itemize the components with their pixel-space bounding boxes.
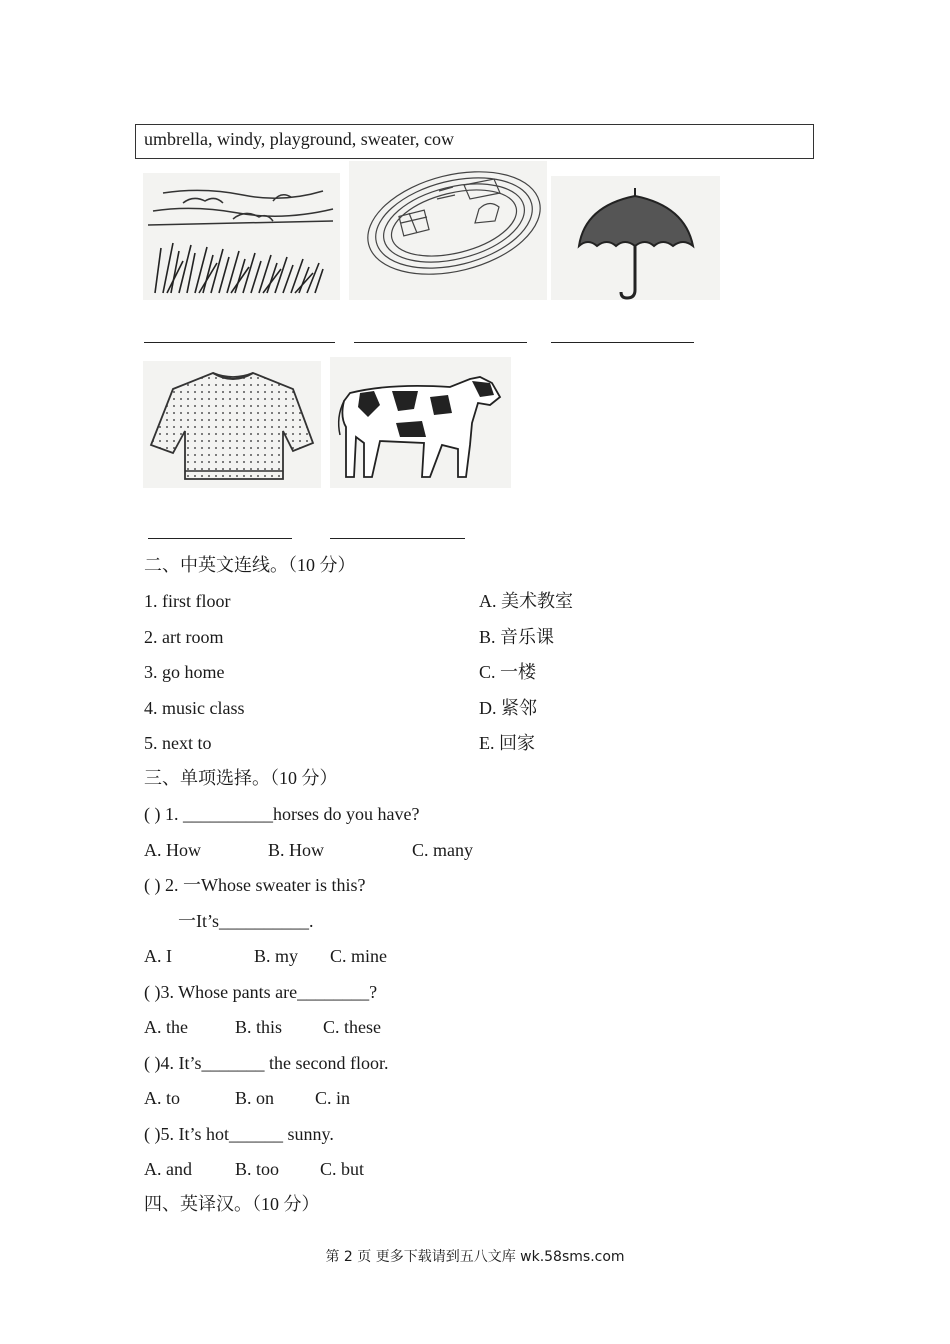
playground-track-icon bbox=[349, 161, 547, 300]
question-1-option-b[interactable]: B. How bbox=[268, 840, 325, 860]
match-left-2: 2. art room bbox=[144, 627, 224, 647]
question-3-option-b[interactable]: B. this bbox=[235, 1017, 283, 1037]
windy-picture bbox=[143, 173, 340, 300]
question-5-stem: ( )5. It’s hot______ sunny. bbox=[144, 1124, 334, 1144]
cow-picture bbox=[330, 357, 511, 488]
question-4-option-c[interactable]: C. in bbox=[315, 1088, 351, 1108]
section3-title: 三、单项选择。（10 分） bbox=[144, 768, 338, 788]
question-1-option-a[interactable]: A. How bbox=[144, 840, 201, 860]
question-2-stem: ( ) 2. 一Whose sweater is this? bbox=[144, 875, 366, 895]
match-left-4: 4. music class bbox=[144, 698, 245, 718]
match-right-b: B. 音乐课 bbox=[479, 627, 555, 647]
answer-line-3[interactable] bbox=[551, 342, 694, 343]
question-5-option-c[interactable]: C. but bbox=[320, 1159, 365, 1179]
question-2-stem-reply: 一It’s__________. bbox=[178, 911, 314, 931]
question-4-option-a[interactable]: A. to bbox=[144, 1088, 180, 1108]
question-4-stem: ( )4. It’s_______ the second floor. bbox=[144, 1053, 389, 1073]
match-right-d: D. 紧邻 bbox=[479, 698, 537, 718]
umbrella-icon bbox=[551, 176, 720, 300]
question-5-option-b[interactable]: B. too bbox=[235, 1159, 280, 1179]
question-3-stem: ( )3. Whose pants are________? bbox=[144, 982, 378, 1002]
sweater-picture bbox=[143, 361, 321, 488]
answer-line-5[interactable] bbox=[330, 538, 465, 539]
cow-icon bbox=[330, 357, 511, 488]
question-3-option-c[interactable]: C. these bbox=[323, 1017, 381, 1037]
question-2-option-b[interactable]: B. my bbox=[254, 946, 299, 966]
playground-picture bbox=[349, 161, 547, 300]
word-bank-text: umbrella, windy, playground, sweater, cow bbox=[144, 129, 455, 149]
page-footer: 第 2 页 更多下载请到五八文库 wk.58sms.com bbox=[325, 1249, 625, 1265]
question-4-option-b[interactable]: B. on bbox=[235, 1088, 275, 1108]
match-right-c: C. 一楼 bbox=[479, 662, 537, 682]
section2-title: 二、中英文连线。（10 分） bbox=[144, 555, 356, 575]
match-right-e: E. 回家 bbox=[479, 733, 535, 753]
match-left-1: 1. first floor bbox=[144, 591, 231, 611]
question-2-option-c[interactable]: C. mine bbox=[330, 946, 387, 966]
question-3-option-a[interactable]: A. the bbox=[144, 1017, 188, 1037]
umbrella-picture bbox=[551, 176, 720, 300]
match-left-3: 3. go home bbox=[144, 662, 225, 682]
question-5-option-a[interactable]: A. and bbox=[144, 1159, 192, 1179]
match-left-5: 5. next to bbox=[144, 733, 212, 753]
section4-title: 四、英译汉。（10 分） bbox=[144, 1194, 320, 1214]
answer-line-4[interactable] bbox=[148, 538, 292, 539]
question-1-option-c[interactable]: C. many bbox=[412, 840, 473, 860]
word-bank-box bbox=[135, 124, 814, 159]
answer-line-2[interactable] bbox=[354, 342, 527, 343]
question-1-stem: ( ) 1. __________horses do you have? bbox=[144, 804, 420, 824]
answer-line-1[interactable] bbox=[144, 342, 335, 343]
question-2-option-a[interactable]: A. I bbox=[144, 946, 172, 966]
windy-grass-icon bbox=[143, 173, 340, 300]
sweater-icon bbox=[143, 361, 321, 488]
match-right-a: A. 美术教室 bbox=[479, 591, 573, 611]
